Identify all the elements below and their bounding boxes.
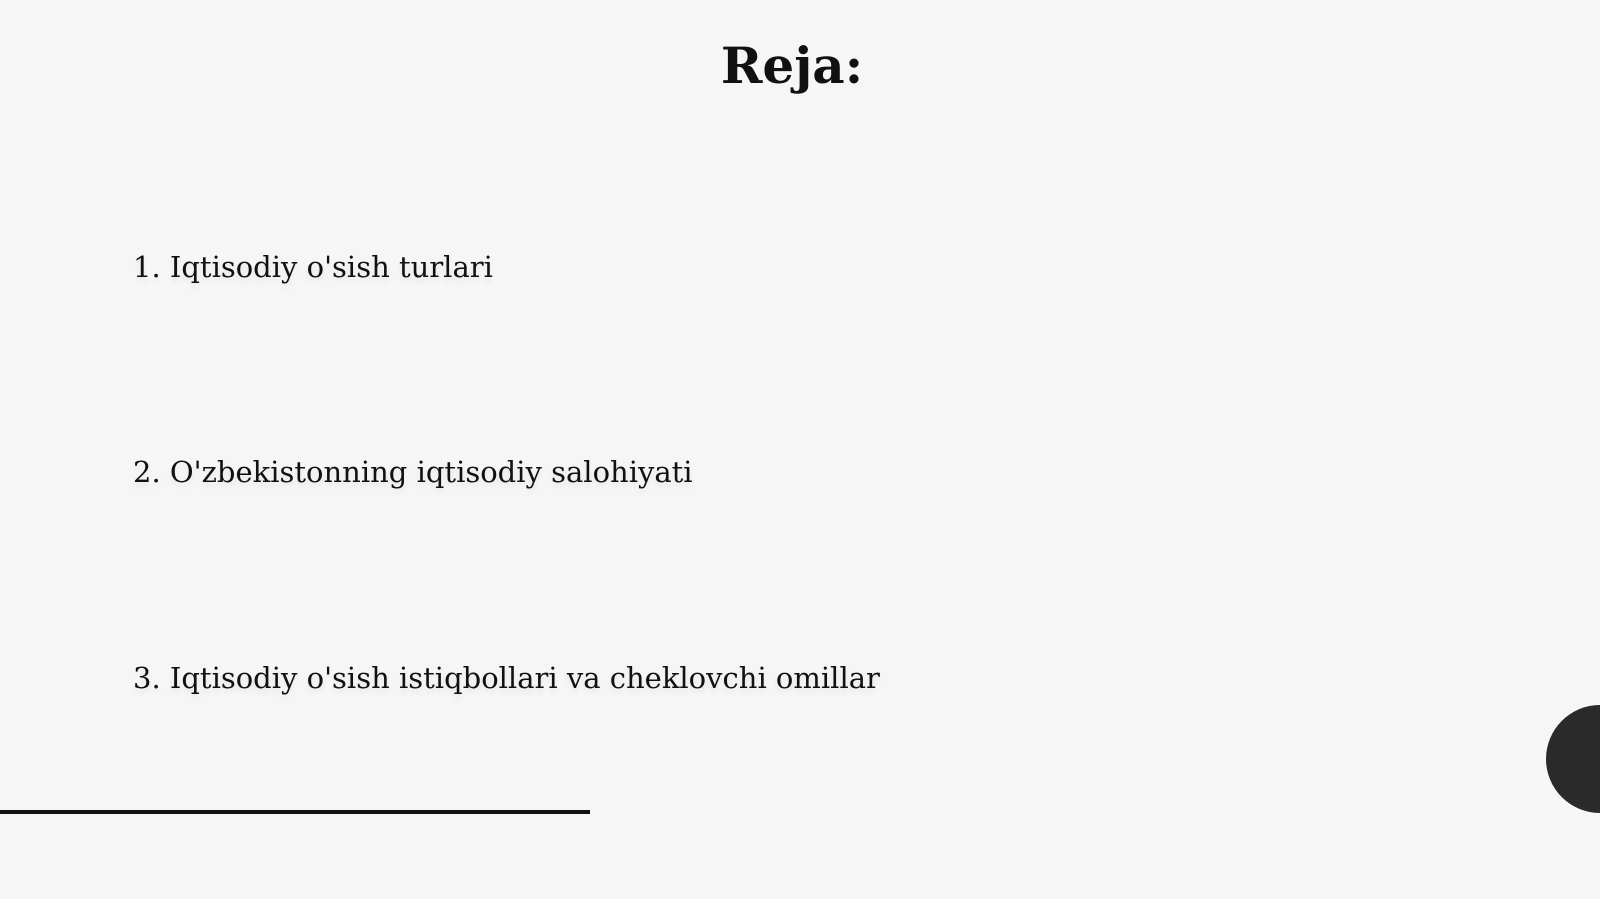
plan-item-1 [133,250,493,285]
plan-item-number: 2. [133,455,161,489]
plan-item-text: Iqtisodiy o'sish turlari [169,250,493,284]
plan-item-3 [133,661,880,696]
plan-item-text: O'zbekistonning iqtisodiy salohiyati [169,455,693,489]
plan-item-number: 3. [133,661,161,695]
slide-title: Reja: [720,36,864,95]
decorative-half-circle [1546,705,1600,813]
plan-item-text: Iqtisodiy o'sish istiqbollari va cheklovchi omillar [169,661,880,695]
plan-item-2 [133,455,693,490]
bottom-divider-line [0,810,590,814]
plan-item-number: 1. [133,250,161,284]
